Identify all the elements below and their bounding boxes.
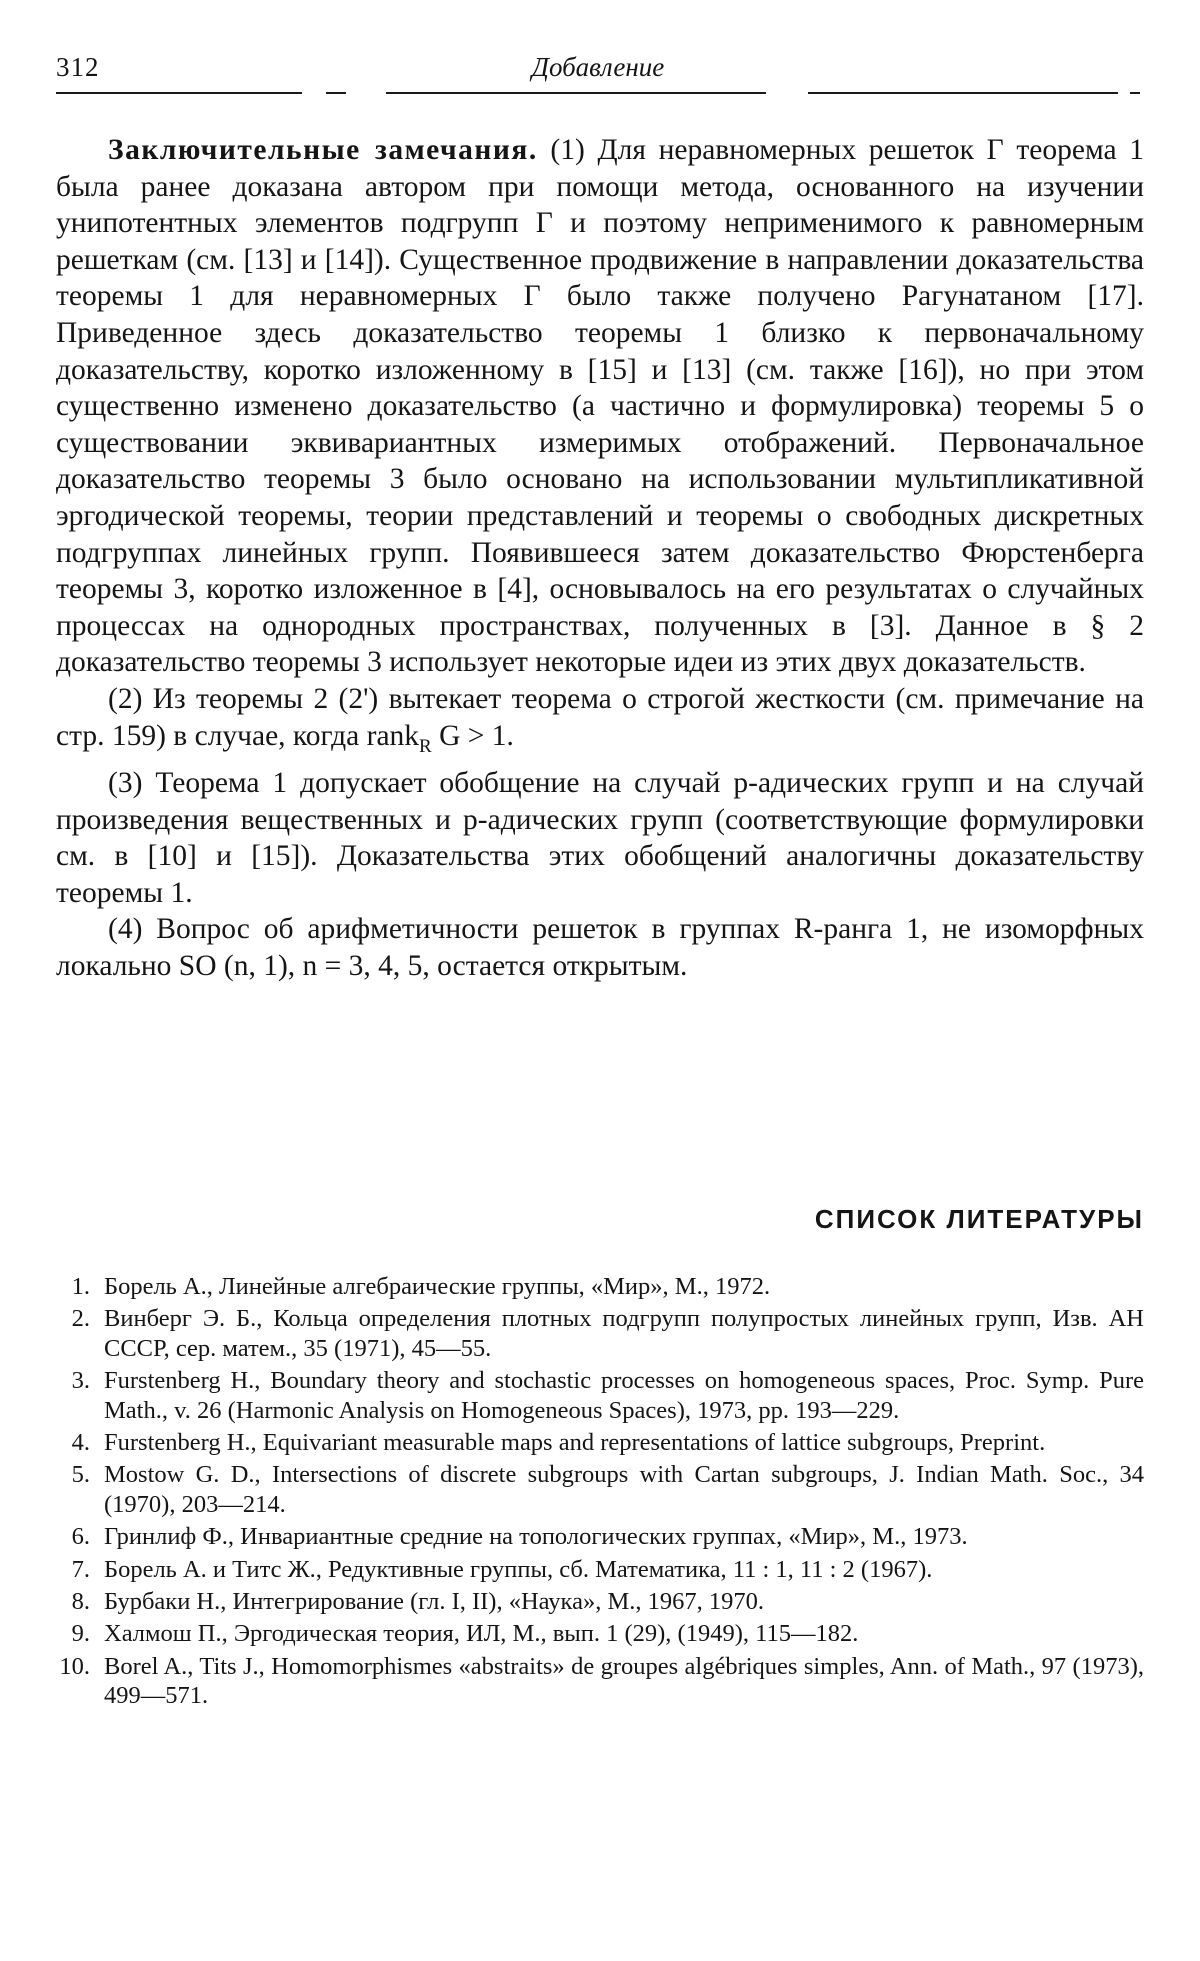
header-rule <box>386 92 766 94</box>
header-rule <box>56 92 302 94</box>
reference-item <box>56 1619 1144 1648</box>
reference-text: Винберг Э. Б., Кольца определения плотных подгрупп полупростых линейных групп, Изв. АН СССР, сер. матем., 35 (1971), 45—55. <box>104 1305 1144 1362</box>
references-heading: СПИСОК ЛИТЕРАТУРЫ <box>814 1204 1144 1234</box>
reference-item <box>56 1460 1144 1519</box>
reference-number: 6. <box>71 1523 90 1551</box>
runin-heading: Заключительные замечания. <box>108 134 538 166</box>
reference-number: 8. <box>71 1588 90 1616</box>
reference-number: 5. <box>71 1461 90 1489</box>
page-number: 312 <box>56 52 100 82</box>
paragraph-text: (2) Из теоремы 2 (2') вытекает теорема о строгой жесткости (см. примечание на стр. 159) в случае, когда rank <box>56 682 1144 752</box>
subscript: R <box>419 735 432 757</box>
references-list <box>56 1272 1144 1714</box>
header-rule <box>326 92 346 94</box>
reference-number: 7. <box>71 1555 90 1583</box>
reference-number: 10. <box>59 1652 90 1680</box>
reference-item <box>56 1587 1144 1616</box>
paragraph-text: G > 1. <box>431 719 514 752</box>
paragraph-remark-3: (3) Теорема 1 допускает обобщение на случай p-адических групп и на случай произведения вещественных и p-адических групп (соответствующие формулировки см. в [10] и [15]). Доказательства этих обобщений аналогичны доказательству теоремы 1. <box>56 766 1144 909</box>
reference-text: Furstenberg H., Boundary theory and stochastic processes on homogeneous spaces, Proc. Symp. Pure Math., v. 26 (Harmonic Analysis on Homogeneous Spaces), 1973, pp. 193—229. <box>104 1367 1144 1424</box>
paragraph-text: (1) Для неравномерных решеток Γ теорема 1 была ранее доказана автором при помощи метода, основанного на изучении унипотентных элементов подгрупп Γ и поэтому неприменимого к равномерным решеткам (см. [13] и [14]). Существенное продвижение в направлении доказательства теоремы 1 для неравномерных Γ было также получено Рагунатаном [17]. Приведенное здесь доказательство теоремы 1 близко к первоначальному доказательству, коротко изложенному в [15] и [13] (см. также [16]), но при этом существенно изменено доказательство (а частично и формулировка) теоремы 5 о существовании эквивариантных измеримых отображений. Первоначальное доказательство теоремы 3 было основано на использовании мультипликативной эргодической теоремы, теории представлений и теоремы о свободных дискретных подгруппах линейных групп. Появившееся затем доказательство Фюрстенберга теоремы 3, коротко изложенное в [4], основывалось на его результатах о случайных процессах на однородных пространствах, полученных в [3]. Данное в § 2 доказательство теоремы 3 использует некоторые идеи из этих двух доказательств. <box>56 134 1144 679</box>
reference-number: 4. <box>71 1429 90 1457</box>
reference-item <box>56 1652 1144 1711</box>
reference-item <box>56 1555 1144 1584</box>
reference-text: Бурбаки Н., Интегрирование (гл. I, II), «Наука», М., 1967, 1970. <box>104 1588 764 1616</box>
reference-item <box>56 1366 1144 1425</box>
reference-number: 1. <box>71 1273 90 1300</box>
reference-text: Furstenberg H., Equivariant measurable maps and representations of lattice subgroups, Preprint. <box>104 1429 1046 1457</box>
body-text <box>56 132 1144 985</box>
reference-text: Борель А. и Титс Ж., Редуктивные группы, сб. Математика, 11 : 1, 11 : 2 (1967). <box>104 1555 933 1583</box>
reference-item <box>56 1428 1144 1457</box>
paragraph-remark-4: (4) Вопрос об арифметичности решеток в группах R-ранга 1, не изоморфных локально SO (n, 1), n = 3, 4, 5, остается открытым. <box>56 913 1144 982</box>
reference-text: Борель А., Линейные алгебраические группы, «Мир», М., 1972. <box>104 1273 771 1300</box>
reference-text: Mostow G. D., Intersections of discrete subgroups with Cartan subgroups, J. Indian Math. Soc., 34 (1970), 203—214. <box>104 1461 1144 1518</box>
running-title: Добавление <box>531 52 665 82</box>
reference-number: 9. <box>71 1620 90 1648</box>
reference-number: 3. <box>71 1367 90 1395</box>
reference-text: Borel A., Tits J., Homomorphismes «abstraits» de groupes algébriques simples, Ann. of Math., 97 (1973), 499—571. <box>104 1652 1144 1710</box>
reference-item <box>56 1522 1144 1551</box>
reference-text: Гринлиф Ф., Инвариантные средние на топологических группах, «Мир», М., 1973. <box>104 1523 968 1551</box>
page-header <box>56 52 1140 92</box>
reference-text: Халмош П., Эргодическая теория, ИЛ, М., вып. 1 (29), (1949), 115—182. <box>104 1620 859 1648</box>
header-rule <box>808 92 1118 94</box>
paragraph-remark-2 <box>56 681 1144 765</box>
reference-number: 2. <box>71 1305 90 1333</box>
reference-item <box>56 1272 1144 1301</box>
reference-item <box>56 1304 1144 1363</box>
paragraph-concluding-remarks <box>56 132 1144 681</box>
header-rule <box>1130 92 1140 94</box>
